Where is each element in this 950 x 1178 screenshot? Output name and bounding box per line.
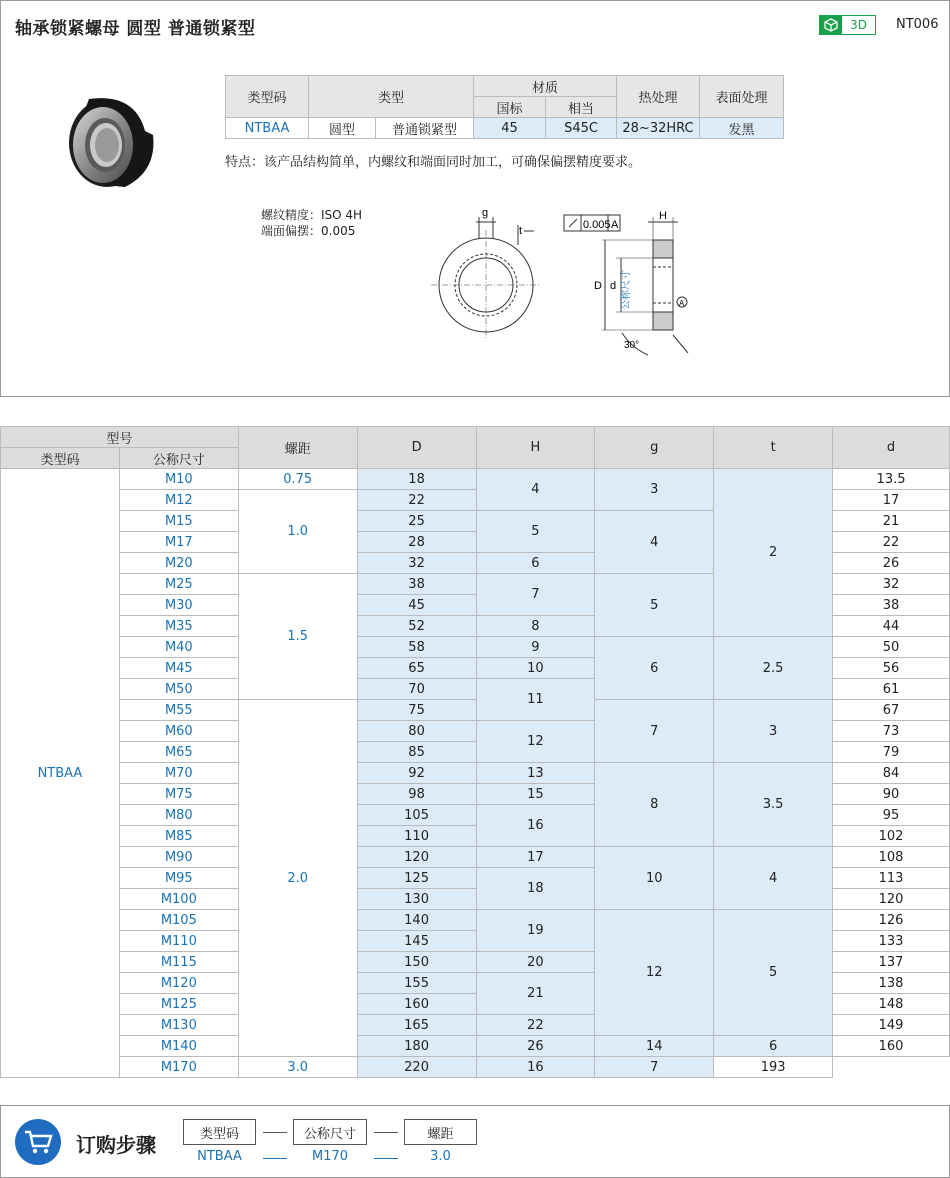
g-cell: 4: [595, 511, 714, 574]
H-cell: 7: [476, 574, 595, 616]
D-cell: 52: [357, 616, 476, 637]
equivalent-value: S45C: [546, 118, 617, 139]
d-cell: 22: [833, 532, 950, 553]
table-row: [1, 700, 950, 721]
t-cell: 6: [714, 1036, 833, 1057]
D-cell: 25: [357, 511, 476, 532]
order-step-nominal: 公称尺寸: [293, 1119, 367, 1145]
3d-model-button[interactable]: [819, 15, 876, 35]
d-cell: 44: [833, 616, 950, 637]
th-g: g: [595, 427, 714, 469]
d-cell: 137: [833, 952, 950, 973]
nominal-size-cell: M80: [119, 805, 238, 826]
nominal-size-cell: M60: [119, 721, 238, 742]
H-cell: 22: [476, 1015, 595, 1036]
H-cell: 9: [476, 637, 595, 658]
national-value: 45: [474, 118, 546, 139]
H-cell: 26: [476, 1036, 595, 1057]
H-cell: 6: [476, 553, 595, 574]
d-cell: 21: [833, 511, 950, 532]
nominal-size-cell: M130: [119, 1015, 238, 1036]
D-cell: 32: [357, 553, 476, 574]
D-cell: 98: [357, 784, 476, 805]
table-row: [1, 847, 950, 868]
order-step-type-code: 类型码: [183, 1119, 256, 1145]
order-value-connector: [263, 1158, 287, 1159]
D-cell: 120: [357, 847, 476, 868]
nominal-size-cell: M110: [119, 931, 238, 952]
table-row: [1, 637, 950, 658]
spec-runout: 端面偏摆：0.005: [261, 224, 356, 238]
H-cell: 8: [476, 616, 595, 637]
pitch-cell: 1.0: [238, 490, 357, 574]
table-row: [1, 1057, 950, 1078]
nominal-size-cell: M95: [119, 868, 238, 889]
nominal-size-cell: M20: [119, 553, 238, 574]
D-cell: 155: [357, 973, 476, 994]
type-code-cell: NTBAA: [1, 469, 120, 1078]
nominal-label: 公称尺寸: [621, 270, 632, 310]
d-cell: 160: [833, 1036, 950, 1057]
dim-angle: 30°: [624, 340, 640, 351]
D-cell: 220: [357, 1057, 476, 1078]
g-cell: 14: [595, 1036, 714, 1057]
D-cell: 165: [357, 1015, 476, 1036]
order-value-nominal: M170: [311, 1149, 349, 1164]
D-cell: 110: [357, 826, 476, 847]
feature-text: 特点：该产品结构简单，内螺纹和端面同时加工，可确保偏摆精度要求。: [225, 155, 642, 170]
cart-icon: [15, 1119, 61, 1165]
g-cell: 7: [595, 700, 714, 763]
d-cell: 26: [833, 553, 950, 574]
dim-H: H: [659, 210, 667, 222]
type-value-1: 圆型: [309, 118, 376, 139]
H-cell: 11: [476, 679, 595, 721]
order-step-pitch: 螺距: [404, 1119, 477, 1145]
D-cell: 38: [357, 574, 476, 595]
D-cell: 58: [357, 637, 476, 658]
th-type-code: 类型码: [226, 76, 309, 118]
type-value-2: 普通锁紧型: [376, 118, 474, 139]
t-cell: 5: [714, 910, 833, 1036]
d-cell: 126: [833, 910, 950, 931]
nominal-size-cell: M90: [119, 847, 238, 868]
technical-drawing: [426, 205, 696, 360]
D-cell: 28: [357, 532, 476, 553]
dim-t: t: [519, 225, 523, 237]
th-national: 国标: [474, 97, 546, 118]
table-row: [1, 1036, 950, 1057]
D-cell: 125: [357, 868, 476, 889]
D-cell: 145: [357, 931, 476, 952]
nominal-size-cell: M40: [119, 637, 238, 658]
t-cell: 4: [714, 847, 833, 910]
nominal-size-cell: M120: [119, 973, 238, 994]
nominal-size-cell: M35: [119, 616, 238, 637]
H-cell: 15: [476, 784, 595, 805]
th-type: 类型: [309, 76, 474, 118]
D-cell: 65: [357, 658, 476, 679]
order-connector: [263, 1132, 287, 1133]
th-type-code: 类型码: [1, 448, 120, 469]
d-cell: 95: [833, 805, 950, 826]
nominal-size-cell: M10: [119, 469, 238, 490]
nominal-size-cell: M25: [119, 574, 238, 595]
t-cell: 2: [714, 469, 833, 637]
d-cell: 108: [833, 847, 950, 868]
th-surface: 表面处理: [700, 76, 784, 118]
D-cell: 130: [357, 889, 476, 910]
th-D: D: [357, 427, 476, 469]
d-cell: 133: [833, 931, 950, 952]
nominal-size-cell: M170: [119, 1057, 238, 1078]
g-cell: 12: [595, 910, 714, 1036]
t-cell: 3: [714, 700, 833, 763]
D-cell: 150: [357, 952, 476, 973]
g-cell: 6: [595, 637, 714, 700]
d-cell: 73: [833, 721, 950, 742]
th-t: t: [714, 427, 833, 469]
d-cell: 56: [833, 658, 950, 679]
th-d: d: [833, 427, 950, 469]
material-table: [225, 75, 784, 139]
nominal-size-cell: M75: [119, 784, 238, 805]
nominal-size-cell: M125: [119, 994, 238, 1015]
H-cell: 18: [476, 868, 595, 910]
d-cell: 84: [833, 763, 950, 784]
tol-datum: A: [611, 219, 619, 231]
order-steps-section: [0, 1105, 950, 1178]
table-row: [1, 763, 950, 784]
d-cell: 149: [833, 1015, 950, 1036]
g-cell: 16: [476, 1057, 595, 1078]
nominal-size-cell: M45: [119, 658, 238, 679]
d-cell: 113: [833, 868, 950, 889]
3d-label: 3D: [850, 18, 867, 32]
D-cell: 92: [357, 763, 476, 784]
g-cell: 3: [595, 469, 714, 511]
d-cell: 79: [833, 742, 950, 763]
d-cell: 32: [833, 574, 950, 595]
tol-value: 0.005: [583, 219, 611, 231]
D-cell: 180: [357, 1036, 476, 1057]
nominal-size-cell: M140: [119, 1036, 238, 1057]
nominal-size-cell: M65: [119, 742, 238, 763]
nominal-size-cell: M55: [119, 700, 238, 721]
D-cell: 45: [357, 595, 476, 616]
order-value-connector: [374, 1158, 398, 1159]
table-row: [1, 469, 950, 490]
t-cell: 3.5: [714, 763, 833, 847]
order-title: 订购步骤: [76, 1133, 156, 1157]
D-cell: 70: [357, 679, 476, 700]
dim-D: D: [594, 280, 602, 292]
H-cell: 16: [476, 805, 595, 847]
product-image: [65, 91, 159, 191]
th-nominal: 公称尺寸: [119, 448, 238, 469]
D-cell: 80: [357, 721, 476, 742]
H-cell: 13: [476, 763, 595, 784]
D-cell: 18: [357, 469, 476, 490]
d-cell: 102: [833, 826, 950, 847]
dim-d: d: [610, 280, 617, 292]
pitch-cell: 0.75: [238, 469, 357, 490]
D-cell: 22: [357, 490, 476, 511]
spec-list: [261, 207, 362, 239]
D-cell: 160: [357, 994, 476, 1015]
nominal-size-cell: M70: [119, 763, 238, 784]
nominal-size-cell: M50: [119, 679, 238, 700]
d-cell: 193: [714, 1057, 833, 1078]
th-pitch: 螺距: [238, 427, 357, 469]
product-code: NT006: [896, 17, 939, 32]
pitch-cell: 1.5: [238, 574, 357, 700]
H-cell: 17: [476, 847, 595, 868]
th-heat: 热处理: [617, 76, 700, 118]
d-cell: 67: [833, 700, 950, 721]
order-connector: [374, 1132, 398, 1133]
order-value-type-code: NTBAA: [197, 1149, 242, 1164]
d-cell: 38: [833, 595, 950, 616]
H-cell: 5: [476, 511, 595, 553]
th-equivalent: 相当: [546, 97, 617, 118]
nominal-size-cell: M100: [119, 889, 238, 910]
d-cell: 90: [833, 784, 950, 805]
d-cell: 17: [833, 490, 950, 511]
datum-mark: A: [679, 299, 685, 308]
H-cell: 10: [476, 658, 595, 679]
H-cell: 4: [476, 469, 595, 511]
D-cell: 105: [357, 805, 476, 826]
nominal-size-cell: M15: [119, 511, 238, 532]
dim-g: g: [482, 207, 489, 219]
spec-thread: 螺纹精度：ISO 4H: [261, 208, 363, 222]
th-H: H: [476, 427, 595, 469]
d-cell: 13.5: [833, 469, 950, 490]
t-cell: 7: [595, 1057, 714, 1078]
D-cell: 85: [357, 742, 476, 763]
H-cell: 19: [476, 910, 595, 952]
nominal-size-cell: M105: [119, 910, 238, 931]
heat-value: 28~32HRC: [617, 118, 700, 139]
nominal-size-cell: M30: [119, 595, 238, 616]
g-cell: 8: [595, 763, 714, 847]
nominal-size-cell: M115: [119, 952, 238, 973]
order-value-pitch: 3.0: [430, 1149, 451, 1164]
th-model: 型号: [1, 427, 239, 448]
D-cell: 75: [357, 700, 476, 721]
pitch-cell: 2.0: [238, 700, 357, 1057]
product-header-section: [0, 0, 950, 397]
g-cell: 10: [595, 847, 714, 910]
g-cell: 5: [595, 574, 714, 637]
d-cell: 61: [833, 679, 950, 700]
d-cell: 120: [833, 889, 950, 910]
d-cell: 50: [833, 637, 950, 658]
dimension-table: [0, 426, 950, 1078]
t-cell: 2.5: [714, 637, 833, 700]
H-cell: 20: [476, 952, 595, 973]
H-cell: 21: [476, 973, 595, 1015]
H-cell: 12: [476, 721, 595, 763]
d-cell: 148: [833, 994, 950, 1015]
nominal-size-cell: M12: [119, 490, 238, 511]
type-code-value: NTBAA: [226, 118, 309, 139]
D-cell: 140: [357, 910, 476, 931]
surface-value: 发黑: [700, 118, 784, 139]
cube-icon: [820, 16, 842, 34]
table-row: [1, 910, 950, 931]
nominal-size-cell: M85: [119, 826, 238, 847]
th-material: 材质: [474, 76, 617, 97]
page-title: 轴承锁紧螺母 圆型 普通锁紧型: [15, 19, 256, 39]
pitch-cell: 3.0: [238, 1057, 357, 1078]
d-cell: 138: [833, 973, 950, 994]
nominal-size-cell: M17: [119, 532, 238, 553]
